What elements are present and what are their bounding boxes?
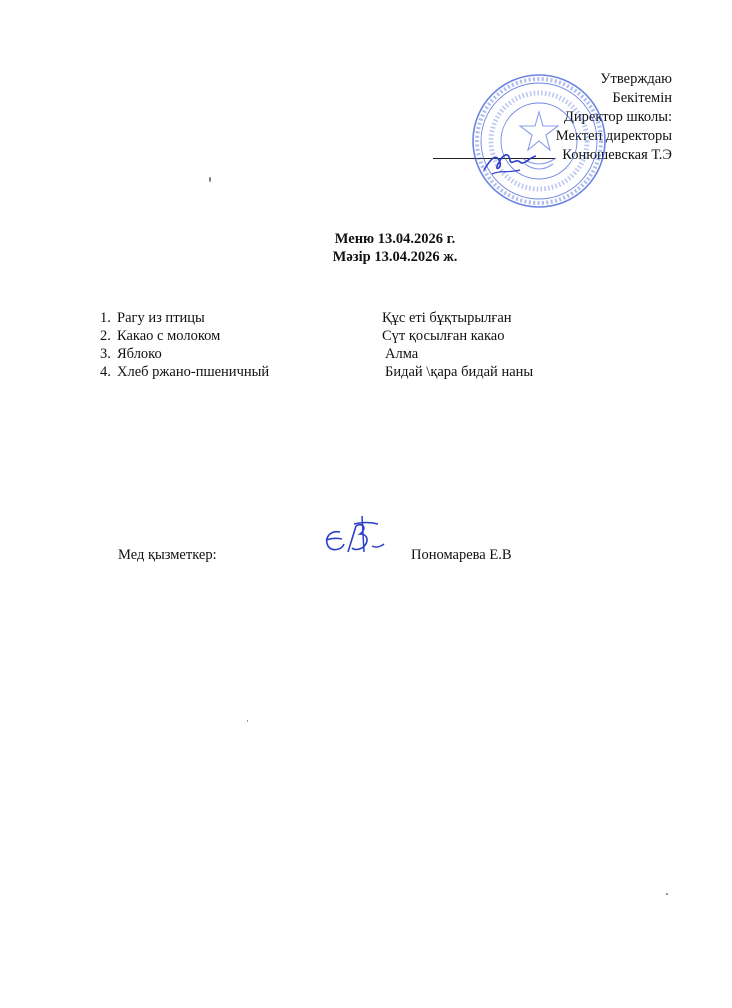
item-name-ru: Хлеб ржано-пшеничный <box>117 364 270 380</box>
director-name: Конюшевская Т.Э <box>562 147 672 163</box>
approval-line-director-title: Директор школы: <box>564 109 672 125</box>
director-signature-icon <box>480 140 540 180</box>
scan-speck <box>666 893 668 895</box>
list-item <box>100 363 533 381</box>
item-name-kz: Сүт қосылған какао <box>382 328 505 344</box>
title-kz: Мәзір 13.04.2026 ж. <box>332 249 458 265</box>
item-name-ru: Рагу из птицы <box>117 310 205 326</box>
item-name-kz: Бидай \қара бидай наны <box>385 364 534 380</box>
item-number: 3. <box>100 346 111 362</box>
list-item <box>100 327 533 345</box>
item-name-ru: Яблоко <box>117 346 162 362</box>
scan-speck <box>209 177 211 182</box>
title-ru: Меню 13.04.2026 г. <box>334 231 456 247</box>
item-name-kz: Құс еті бұқтырылған <box>382 310 512 326</box>
item-number: 4. <box>100 364 111 380</box>
approval-line-approve: Утверждаю <box>600 71 672 87</box>
item-number: 1. <box>100 310 111 326</box>
medic-name: Пономарева Е.В <box>411 547 512 563</box>
item-name-ru: Какао с молоком <box>117 328 221 344</box>
menu-title <box>0 230 732 266</box>
medic-label: Мед қызметкер: <box>118 547 217 563</box>
menu-list <box>100 309 533 381</box>
item-number: 2. <box>100 328 111 344</box>
medic-signature-icon <box>318 512 390 564</box>
list-item <box>100 309 533 327</box>
list-item <box>100 345 533 363</box>
approval-line-director-title-kz: Мектеп директоры <box>555 128 672 144</box>
approval-line-approve-kz: Бекітемін <box>612 90 672 106</box>
scan-speck <box>247 720 248 722</box>
item-name-kz: Алма <box>385 346 419 362</box>
